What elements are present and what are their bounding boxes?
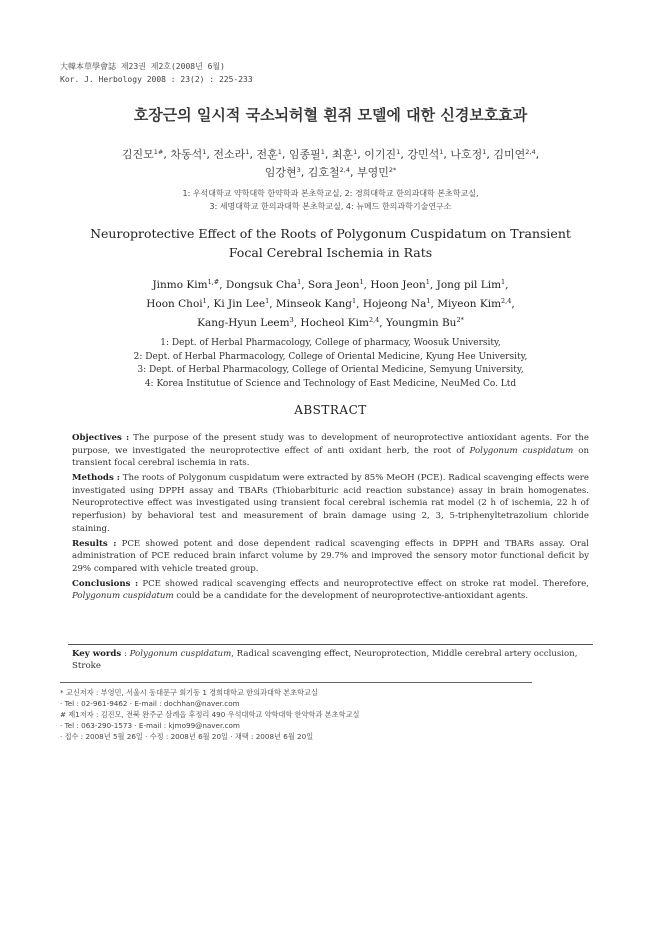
author-affiliation-mark: 1	[297, 278, 302, 286]
korean-author-list: 김진모$^{1\#}$, 차동석$^1$, 전소라$^1$, 전훈$^1$, 임종필$^1$, 최훈$^1$, 이기진$^1$, 강민석$^1$, 나호정$^1$, 김미연$^{2,4}$, 임강현$^3$, 김호철$^{2,4}$, 부영민$^{2*}$	[121, 148, 540, 179]
author: 이기진$^1$	[364, 148, 401, 161]
author-affiliation-mark: 1	[426, 297, 431, 305]
corresponding-author-contact: · Tel : 02-961-9462 · E-mail : dochhan@naver.com	[60, 699, 240, 708]
journal-header	[60, 60, 253, 86]
author: 김진모$^{1\#}$	[121, 148, 164, 161]
first-author-contact: · Tel : 063-290-1573 · E-mail : kjmo99@naver.com	[60, 721, 240, 730]
english-affiliation-line: 4: Korea Institutue of Science and Technology of East Medicine, NeuMed Co. Ltd	[144, 378, 517, 389]
korean-affiliations	[60, 187, 601, 213]
objectives-label: Objectives :	[72, 433, 130, 443]
journal-issue-korean: 大韓本草學會誌 제23권 제2호(2008년 6월)	[60, 62, 225, 71]
author-affiliation-mark: 1	[396, 148, 401, 156]
results-label: Results :	[72, 538, 117, 549]
author-affiliation-mark: 1	[482, 148, 487, 156]
author-affiliation-mark: 1	[265, 297, 270, 305]
korean-title: 호장근의 일시적 국소뇌허혈 흰쥐 모델에 대한 신경보호효과	[133, 106, 528, 124]
corresponding-author-note: * 교신저자 : 부영민, 서울시 동대문구 회기동 1 경희대학교 한의과대학 본초학교실	[60, 688, 318, 697]
keywords: Key words : Polygonum cuspidatum, Radical scavenging effect, Neuroprotection, Middle cerebral artery occlusion, Stroke	[72, 649, 578, 671]
korean-affiliation-line: 3: 세명대학교 한의과대학 본초학교실, 4: 뉴메드 한의과학기술연구소	[209, 202, 452, 211]
keywords-box	[68, 644, 593, 672]
author-affiliation-mark: 2,4	[525, 148, 536, 156]
author: Kang-Hyun Leem$^3$	[197, 316, 294, 329]
author: 김호철$^{2,4}$	[307, 166, 350, 179]
keyword-species: Polygonum cuspidatum	[129, 649, 232, 659]
species-name: Polygonum cuspidatum	[72, 591, 174, 602]
author: Hocheol Kim$^{2,4}$	[300, 316, 380, 329]
footnotes	[60, 687, 620, 742]
author-affiliation-mark: 1	[202, 148, 207, 156]
abstract-body	[72, 432, 589, 605]
submission-dates: · 접수 : 2008년 5월 26일 · 수정 : 2008년 6월 20일 · 채택 : 2008년 6월 20일	[60, 732, 314, 741]
journal-citation: Kor. J. Herbology 2008 : 23(2) : 225-233	[60, 75, 253, 84]
author: Hoon Choi$^1$	[146, 297, 207, 310]
abstract-methods: Methods : The roots of Polygonum cuspidatum were extracted by 85% MeOH (PCE). Radical scavenging effects were investigated using DPPH assay and TBARs (Thiobarbituric acid reaction substance) assay in brain homogenates. Neuroprotective effect was investigated using transient focal cerebral ischemia rat model (2 h of ischemia, 22 h of reperfusion) by behavioral test and measurement of brain damage using 2, 3, 5-triphenyltetrazolium chloride staining.	[72, 473, 589, 534]
english-author-list: Jinmo Kim$^{1,\#}$, Dongsuk Cha$^1$, Sora Jeon$^1$, Hoon Jeon$^1$, Jong pil Lim$^1$, Hoon Choi$^1$, Ki Jin Lee$^1$, Minseok Kang$^1$, Hojeong Na$^1$, Miyeon Kim$^{2,4}$, Kang-Hyun Leem$^3$, Hocheol Kim$^{2,4}$, Youngmin $Bu^{2*}$	[146, 278, 515, 329]
author-affiliation-mark: 2,4	[368, 316, 380, 324]
abstract-results: Results : PCE showed potent and dose dependent radical scavenging effects in DPPH and TBARs assay. Oral administration of PCE reduced brain infarct volume by 29.7% and improved the sensory motor functional deficit by 29% compared with vehicle treated group.	[72, 538, 589, 574]
author: 김미연$^{2,4}$	[493, 148, 536, 161]
author: Dongsuk Cha$^1$	[225, 278, 302, 291]
author-affiliation-mark: 3	[289, 316, 294, 324]
author-affiliation-mark: 1	[425, 278, 430, 286]
author: Hoon Jeon$^1$	[370, 278, 430, 291]
author-affiliation-mark: 2*	[456, 316, 464, 324]
author: 나호정$^1$	[450, 148, 487, 161]
author-affiliation-mark: 1	[352, 297, 357, 305]
author: 부영민$^{2*}$	[356, 166, 397, 179]
author-affiliation-mark: 1	[439, 148, 444, 156]
author-affiliation-mark: 2,4	[501, 297, 512, 305]
english-affiliations	[60, 337, 601, 391]
abstract-conclusions: Conclusions : PCE showed radical scavenging effects and neuroprotective effect on stroke rat model. Therefore, Polygonum cuspidatum could be a candidate for the development of neuroprotective-antioxidant agents.	[72, 578, 590, 602]
english-affiliation-line: 2: Dept. of Herbal Pharmacology, College of Oriental Medicine, Kyung Hee University,	[133, 351, 528, 362]
author-affiliation-mark: 1	[245, 148, 250, 156]
author: Youngmin $Bu^{2*}$	[385, 316, 464, 329]
author: Jinmo Kim$^{1,\#}$	[152, 278, 220, 291]
author: 전소라$^1$	[213, 148, 250, 161]
author-affiliation-mark: 2*	[388, 166, 397, 174]
author-affiliation-mark: 1	[353, 148, 358, 156]
author: Minseok Kang$^1$	[275, 297, 357, 310]
author: 전훈$^1$	[256, 148, 282, 161]
author: 최훈$^1$	[331, 148, 358, 161]
author-affiliation-mark: 1	[202, 297, 207, 305]
abstract-heading: ABSTRACT	[294, 403, 367, 417]
author-affiliation-mark: 2,4	[339, 166, 350, 174]
english-affiliation-line: 3: Dept. of Herbal Pharmacology, College of Oriental Medicine, Semyung University,	[137, 365, 524, 375]
abstract-objectives: Objectives : The purpose of the present study was to development of neuroprotective antioxidant agents. For the purpose, we investigated the neuroprotective effect of anti oxidant herb, the root of Polygonum cuspidatum on transient focal cerebral ischemia in rats.	[72, 433, 589, 469]
footnote-divider	[60, 682, 532, 683]
author: Jong pil Lim$^1$	[436, 278, 506, 291]
korean-affiliation-line: 1: 우석대학교 약학대학 한약학과 본초학교실, 2: 경희대학교 한의과대학 본초학교실,	[182, 189, 479, 198]
author-affiliation-mark: 3	[296, 166, 301, 174]
english-title-line: Neuroprotective Effect of the Roots of Polygonum Cuspidatum on Transient	[90, 226, 571, 241]
author: Miyeon Kim$^{2,4}$	[437, 297, 512, 310]
english-title	[60, 224, 601, 262]
author-affiliation-mark: 1	[277, 148, 282, 156]
author: Ki Jin Lee$^1$	[213, 297, 270, 310]
author-affiliation-mark: 1	[320, 148, 325, 156]
author: 강민석$^1$	[407, 148, 444, 161]
keywords-label: Key words	[72, 649, 122, 659]
author-affiliation-mark: 1,#	[207, 278, 220, 286]
author-affiliation-mark: 1	[501, 278, 506, 286]
conclusions-label: Conclusions :	[72, 578, 139, 589]
author-affiliation-mark: 1#	[153, 148, 164, 156]
methods-label: Methods :	[72, 473, 120, 484]
author: 임종필$^1$	[288, 148, 325, 161]
first-author-note: # 제1저자 : 김진모, 전북 완주군 삼례읍 후정리 490 우석대학교 약학대학 한약학과 본초학교실	[60, 710, 360, 719]
author-affiliation-mark: 1	[359, 278, 364, 286]
english-title-line: Focal Cerebral Ischemia in Rats	[228, 245, 433, 260]
author: 임강현$^3$	[264, 166, 301, 179]
author: 차동석$^1$	[170, 148, 207, 161]
species-name: Polygonum cuspidatum	[469, 445, 574, 456]
author: Hojeong Na$^1$	[362, 297, 431, 310]
author: Sora Jeon$^1$	[307, 278, 364, 291]
english-affiliation-line: 1: Dept. of Herbal Pharmacology, College of pharmacy, Woosuk University,	[160, 338, 501, 348]
